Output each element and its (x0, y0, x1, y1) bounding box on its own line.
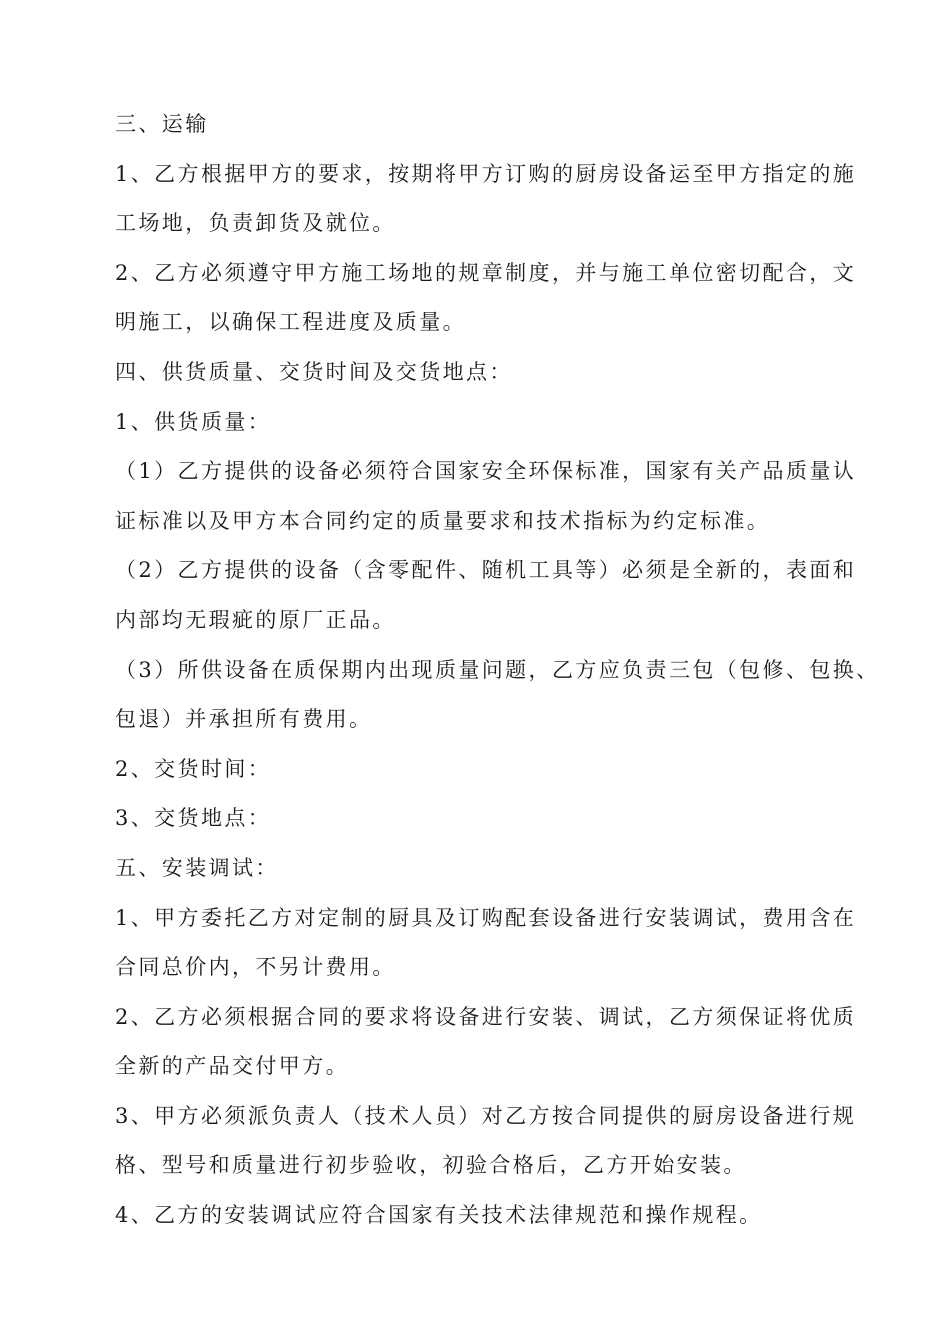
section-heading-installation: 五、安装调试： (115, 855, 279, 880)
subheading-delivery-location: 3、交货地点： (115, 806, 272, 831)
section-heading-transport: 三、运输 (115, 112, 209, 136)
paragraph-line: 2、乙方必须根据合同的要求将设备进行安装、调试，乙方须保证将优质 (115, 1004, 857, 1029)
paragraph-line: 1、甲方委托乙方对定制的厨具及订购配套设备进行安装调试，费用含在 (115, 905, 857, 930)
paragraph-line: （2）乙方提供的设备（含零配件、随机工具等）必须是全新的，表面和 (115, 558, 857, 583)
paragraph-line: 3、甲方必须派负责人（技术人员）对乙方按合同提供的厨房设备进行规 (115, 1103, 857, 1128)
paragraph-line: 工场地，负责卸货及就位。 (115, 211, 396, 236)
subheading-delivery-time: 2、交货时间： (115, 756, 272, 781)
paragraph-line: 包退）并承担所有费用。 (115, 707, 373, 732)
paragraph-line: 内部均无瑕疵的原厂正品。 (115, 607, 396, 632)
paragraph-line: （3）所供设备在质保期内出现质量问题，乙方应负责三包（包修、包换、 (115, 657, 880, 682)
paragraph-line: 明施工，以确保工程进度及质量。 (115, 310, 466, 335)
subheading-supply-quality: 1、供货质量： (115, 409, 272, 434)
paragraph-line: 2、乙方必须遵守甲方施工场地的规章制度，并与施工单位密切配合，文 (115, 260, 857, 285)
paragraph-line: 格、型号和质量进行初步验收，初验合格后，乙方开始安装。 (115, 1153, 747, 1178)
paragraph-line: 证标准以及甲方本合同约定的质量要求和技术指标为约定标准。 (115, 508, 771, 533)
paragraph-line: 4、乙方的安装调试应符合国家有关技术法律规范和操作规程。 (115, 1203, 763, 1228)
paragraph-line: （1）乙方提供的设备必须符合国家安全环保标准，国家有关产品质量认 (115, 459, 857, 484)
paragraph-line: 1、乙方根据甲方的要求，按期将甲方订购的厨房设备运至甲方指定的施 (115, 161, 857, 186)
paragraph-line: 全新的产品交付甲方。 (115, 1054, 349, 1079)
paragraph-line: 合同总价内，不另计费用。 (115, 955, 396, 980)
section-heading-supply-quality: 四、供货质量、交货时间及交货地点： (115, 359, 513, 384)
document-body (115, 100, 880, 1241)
